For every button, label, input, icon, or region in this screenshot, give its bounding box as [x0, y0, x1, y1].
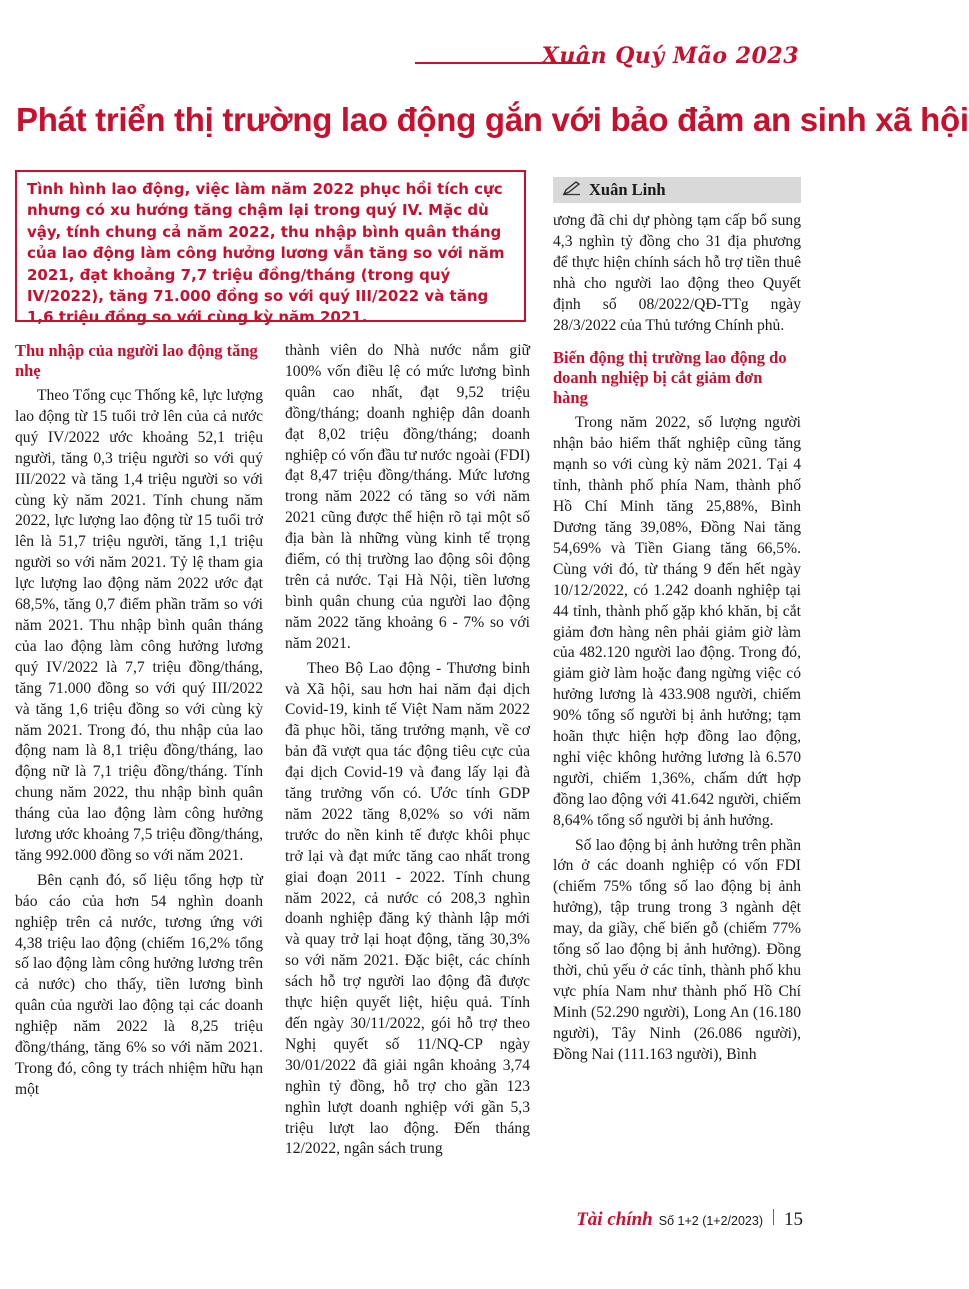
paragraph: Trong năm 2022, số lượng người nhận bảo hiểm thất nghiệp cũng tăng mạnh so với cùng kỳ năm 2021. Tại 4 tỉnh, thành phố phía Nam, thành phố Hồ Chí Minh tăng 25,88%, Bình Dương tăng 39,08%, Đồng Nai tăng 54,69% và Tiền Giang tăng 66,5%. Cùng với đó, từ tháng 9 đến hết ngày 10/12/2022, có 1.242 doanh nghiệp tại 44 tỉnh, thành phố gặp khó khăn, bị cắt giảm đơn hàng nên phải giảm giờ làm của 482.120 người lao động. Trong đó, giảm giờ làm hoặc đang ngừng việc có hưởng lương là 433.908 người, chiếm 90% tổng số người bị ảnh hưởng; tạm hoãn thực hiện hợp đồng lao động, nghỉ việc không hưởng lương là 6.570 người, chiếm 1,36%, chấm dứt hợp đồng lao động với 41.642 người, chiếm 8,64% tổng số người bị ảnh hưởng. — [553, 414, 801, 829]
issue-number: Số 1+2 (1+2/2023) — [658, 1214, 763, 1228]
section-heading-market: Biến động thị trường lao động do doanh nghiệp bị cắt giảm đơn hàng — [553, 348, 787, 408]
magazine-logo: Tài chính — [576, 1209, 653, 1230]
column-3 — [553, 211, 801, 1066]
author-name: Xuân Linh — [589, 180, 666, 199]
paragraph: Theo Bộ Lao động - Thương binh và Xã hội, sau hơn hai năm đại dịch Covid-19, kinh tế Việt Nam năm 2022 đã phục hồi, tăng trưởng mạnh, về cơ bản đã vượt qua tác động tiêu cực của đại dịch Covid-19 và đang lấy lại đà tăng trưởng vốn có. Ước tính GDP năm 2022 tăng 8,02% so với năm trước do nền kinh tế được khôi phục trở lại và đạt mức tăng cao nhất trong giai đoạn 2011 - 2022. Tính chung năm 2022, cả nước có 208,3 nghìn doanh nghiệp đăng ký thành lập mới và quay trở lại hoạt động, tăng 30,3% so với năm 2021. Đặc biệt, các chính sách hỗ trợ người lao động đã được thực hiện quyết liệt, hiệu quả. Tính đến ngày 30/11/2022, gói hỗ trợ theo Nghị quyết số 11/NQ-CP ngày 30/01/2022 đã giải ngân khoảng 3,74 nghìn tỷ đồng, hỗ trợ cho gần 123 nghìn lượt doanh nghiệp với gần 5,3 triệu lượt lao động. Đến tháng 12/2022, ngân sách trung — [285, 659, 530, 1158]
issue-title: Xuân Quý Mão 2023 — [541, 43, 799, 69]
pen-icon — [561, 177, 583, 203]
footer-divider — [773, 1209, 774, 1225]
paragraph: Theo Tổng cục Thống kê, lực lượng lao động từ 15 tuổi trở lên của cả nước quý IV/2022 ước khoảng 52,1 triệu người, tăng 0,3 triệu người so với quý III/2022 và tăng 1,4 triệu người so với cùng kỳ năm 2021. Tính chung năm 2022, lực lượng lao động từ 15 tuổi trở lên là 51,7 triệu người, tăng 1,1 triệu người so với năm 2021. Tỷ lệ tham gia lực lượng lao động năm 2022 ước đạt 68,5%, tăng 0,7 điểm phần trăm so với năm 2021. Thu nhập bình quân tháng của lao động làm công hưởng lương quý IV/2022 là 7,7 triệu đồng/tháng, tăng 71.000 đồng so với quý III/2022 và tăng 1,6 triệu đồng so với cùng kỳ năm 2021. Trong đó, thu nhập của lao động nam là 8,1 triệu đồng/tháng, lao động nữ là 7,1 triệu đồng/tháng. Tính chung năm 2022, thu nhập bình quân tháng của lao động làm công hưởng lương ước khoảng 7,5 triệu đồng/tháng, tăng 992.000 đồng so với năm 2021. — [15, 387, 263, 864]
article-lead: Tình hình lao động, việc làm năm 2022 phục hồi tích cực nhưng có xu hướng tăng chậm lại trong quý IV. Mặc dù vậy, tính chung cả năm 2022, thu nhập bình quân tháng của lao động làm công hưởng lương vẫn tăng so với năm 2021, đạt khoảng 7,7 triệu đồng/tháng (trong quý IV/2022), tăng 71.000 đồng so với quý III/2022 và tăng 1,6 triệu đồng so với cùng kỳ năm 2021. — [15, 170, 526, 322]
paragraph: ương đã chi dự phòng tạm cấp bổ sung 4,3 nghìn tỷ đồng cho 31 địa phương để thực hiện chính sách hỗ trợ tiền thuê nhà cho người lao động theo Quyết định số 08/2022/QĐ-TTg ngày 28/3/2022 của Thủ tướng Chính phủ. — [553, 212, 801, 334]
paragraph: Số lao động bị ảnh hưởng trên phần lớn ở các doanh nghiệp có vốn FDI (chiếm 75% tổng số lao động bị ảnh hưởng), tập trung trong 3 ngành dệt may, da giầy, chế biến gỗ (chiếm 77% tổng số lao động bị ảnh hưởng). Đồng thời, chủ yếu ở các tỉnh, thành phố khu vực phía Nam như thành phố Hồ Chí Minh (52.290 người), Long An (16.180 người), Tây Ninh (26.086 người), Đồng Nai (111.163 người), Bình — [553, 836, 801, 1063]
column-2 — [285, 341, 530, 1160]
paragraph: Bên cạnh đó, số liệu tổng hợp từ báo cáo của hơn 54 nghìn doanh nghiệp trên cả nước, tương ứng với 4,38 triệu lao động (chiếm 16,2% tổng số lao động làm công hưởng lương trên cả nước) cho thấy, tiền lương bình quân của người lao động tại các doanh nghiệp năm 2022 là 8,25 triệu đồng/tháng, tăng 6% so với năm 2021. Trong đó, công ty trách nhiệm hữu hạn một — [15, 871, 263, 1098]
page-number: 15 — [784, 1209, 803, 1230]
section-heading-income: Thu nhập của người lao động tăng nhẹ — [15, 341, 258, 380]
column-1 — [15, 341, 263, 1101]
page-footer — [576, 1209, 803, 1231]
paragraph: thành viên do Nhà nước nắm giữ 100% vốn điều lệ có mức lương bình quân cao nhất, đạt 9,52 triệu đồng/tháng; doanh nghiệp dân doanh đạt 8,02 triệu đồng/tháng; doanh nghiệp có vốn đầu tư nước ngoài (FDI) đạt 8,47 triệu đồng/tháng. Mức lương trong năm 2022 có tăng so với năm 2021 cũng được thể hiện rõ tại một số địa bàn là những vùng kinh tế trọng điểm, có thị trường lao động sôi động trên cả nước. Tại Hà Nội, tiền lương bình quân chung của người lao động năm 2022 tăng khoảng 6 - 7% so với năm 2021. — [285, 342, 530, 652]
author-box — [553, 177, 801, 203]
article-title: Phát triển thị trường lao động gắn với bảo đảm an sinh xã hội — [16, 101, 969, 138]
